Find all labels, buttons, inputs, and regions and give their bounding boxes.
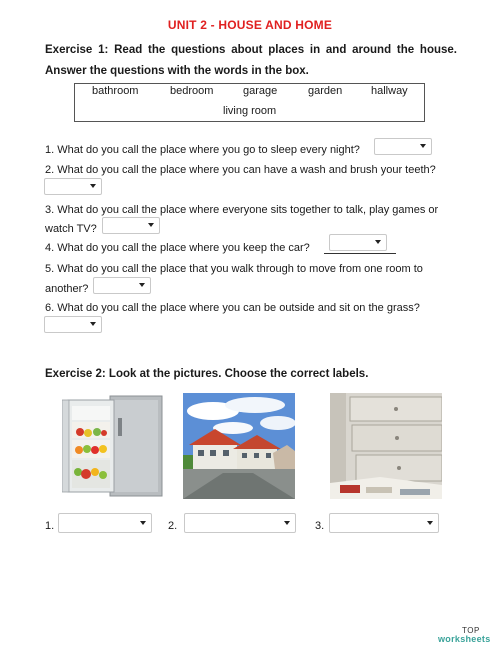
chevron-down-icon <box>90 322 96 326</box>
question-4: 4. What do you call the place where you keep the car? <box>45 242 310 254</box>
exercise2-instruction: Exercise 2: Look at the pictures. Choose the correct labels. <box>45 368 369 380</box>
question-2: 2. What do you call the place where you can have a wash and brush your teeth? <box>45 164 436 176</box>
chevron-down-icon <box>90 184 96 188</box>
drawers-picture <box>330 393 442 499</box>
houses-picture <box>183 393 295 499</box>
page-title: UNIT 2 - HOUSE AND HOME <box>167 18 333 32</box>
word-living-room: living room <box>223 105 277 117</box>
answer-1-dropdown[interactable] <box>374 138 432 155</box>
question-5-cont: another? <box>45 283 89 295</box>
word-box <box>74 83 425 122</box>
answer-5-dropdown[interactable] <box>93 277 151 294</box>
picture-3-dropdown[interactable] <box>329 513 439 533</box>
answer-3-dropdown[interactable] <box>102 217 160 234</box>
answer-4-line <box>324 253 396 254</box>
logo-top-text: TOP <box>462 626 480 635</box>
answer-2-dropdown[interactable] <box>44 178 102 195</box>
word-bathroom: bathroom <box>92 85 139 97</box>
word-garden: garden <box>308 85 343 97</box>
picture-2-number: 2. <box>168 520 178 532</box>
exercise1-instruction-cont: Answer the questions with the words in the box. <box>45 65 309 77</box>
question-6: 6. What do you call the place where you can be outside and sit on the grass? <box>45 302 420 314</box>
question-3: 3. What do you call the place where everyone sits together to talk, play games or <box>45 204 439 216</box>
answer-4-dropdown[interactable] <box>329 234 387 251</box>
chevron-down-icon <box>148 223 154 227</box>
picture-3-number: 3. <box>315 520 325 532</box>
picture-2-dropdown[interactable] <box>184 513 296 533</box>
chevron-down-icon <box>427 521 433 525</box>
chevron-down-icon <box>375 240 381 244</box>
chevron-down-icon <box>284 521 290 525</box>
word-hallway: hallway <box>371 85 408 97</box>
logo-worksheets-text: worksheets <box>438 634 491 644</box>
word-garage: garage <box>243 85 278 97</box>
picture-1-number: 1. <box>45 520 55 532</box>
answer-6-dropdown[interactable] <box>44 316 102 333</box>
word-bedroom: bedroom <box>170 85 214 97</box>
chevron-down-icon <box>139 283 145 287</box>
exercise1-instruction: Exercise 1: Read the questions about places in and around the house. <box>45 44 457 56</box>
question-1: 1. What do you call the place where you go to sleep every night? <box>45 144 360 156</box>
fridge-picture <box>62 392 166 500</box>
question-5: 5. What do you call the place that you walk through to move from one room to <box>45 263 423 275</box>
picture-1-dropdown[interactable] <box>58 513 152 533</box>
chevron-down-icon <box>140 521 146 525</box>
question-3-cont: watch TV? <box>45 223 97 235</box>
chevron-down-icon <box>420 144 426 148</box>
